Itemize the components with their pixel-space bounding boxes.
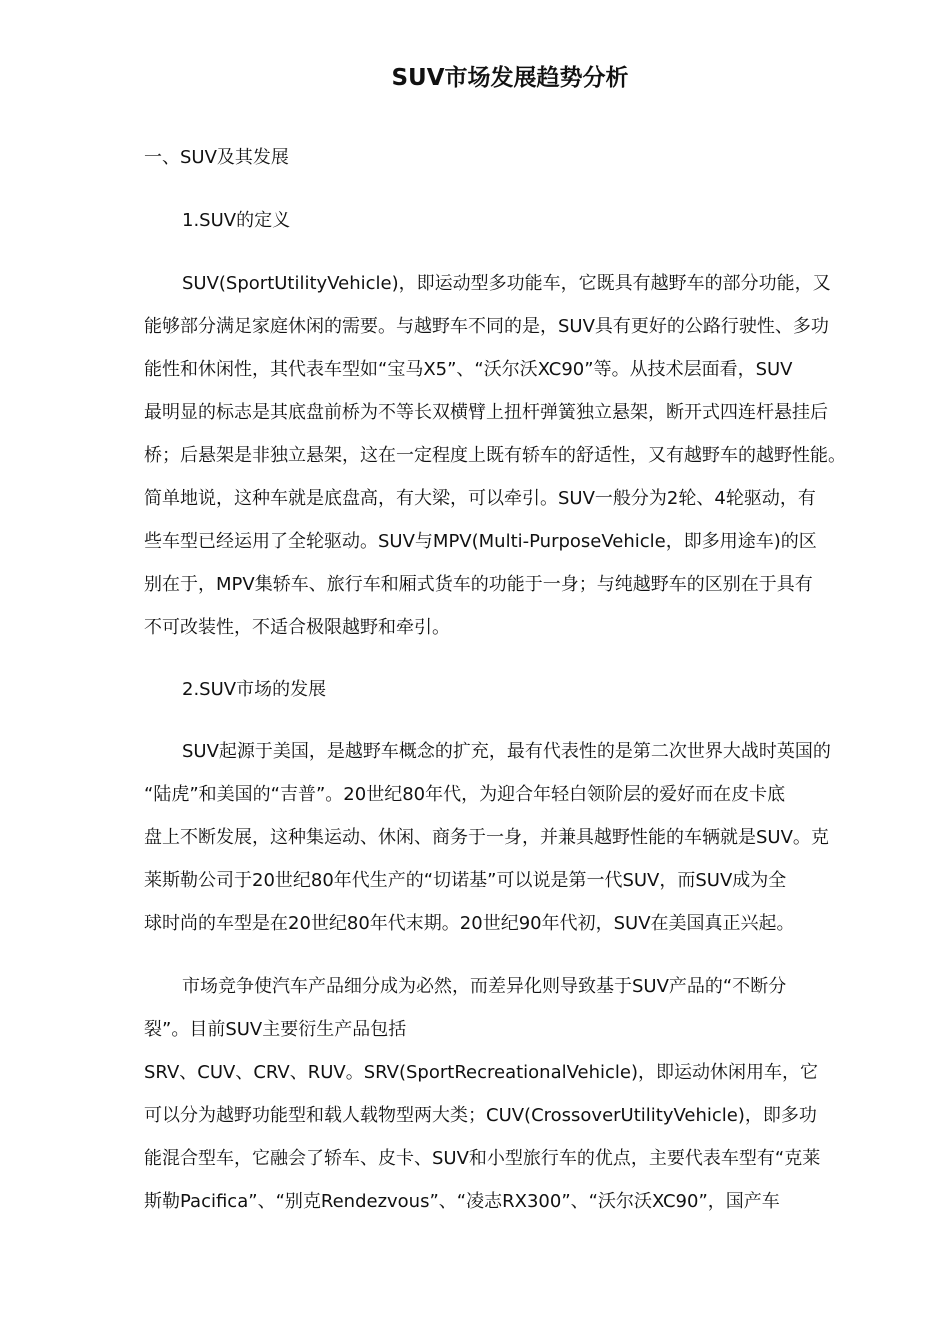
subsection-heading-1-1: 1.SUV的定义 [182, 210, 291, 231]
paragraph-line: “陆虎”和美国的“吉普”。20世纪80年代，为迎合年轻白领阶层的爱好而在皮卡底 [144, 784, 786, 805]
paragraph-line: 不可改装性，不适合极限越野和牵引。 [144, 617, 450, 638]
paragraph-line: 最明显的标志是其底盘前桥为不等长双横臂上扭杆弹簧独立悬架，断开式四连杆悬挂后 [144, 402, 828, 423]
paragraph-line: 能混合型车，它融会了轿车、皮卡、SUV和小型旅行车的优点，主要代表车型有“克莱 [144, 1148, 821, 1169]
paragraph-line: SUV(SportUtilityVehicle)，即运动型多功能车，它既具有越野车的部分功能，又 [182, 273, 831, 294]
paragraph-line: 能够部分满足家庭休闲的需要。与越野车不同的是，SUV具有更好的公路行驶性、多功 [144, 316, 829, 337]
paragraph-line: 斯勒Pacifica”、“别克Rendezvous”、“凌志RX300”、“沃尔沃XC90”，国产车 [144, 1191, 780, 1212]
paragraph-line: 简单地说，这种车就是底盘高，有大梁，可以牵引。SUV一般分为2轮、4轮驱动，有 [144, 488, 816, 509]
subsection-heading-1-2: 2.SUV市场的发展 [182, 679, 327, 700]
paragraph-line: 球时尚的车型是在20世纪80年代末期。20世纪90年代初，SUV在美国真正兴起。 [144, 913, 795, 934]
paragraph-line: SRV、CUV、CRV、RUV。SRV(SportRecreationalVehicle)，即运动休闲用车，它 [144, 1062, 819, 1083]
paragraph-line: 裂”。目前SUV主要衍生产品包括 [144, 1019, 407, 1040]
document-title: SUV市场发展趋势分析 [391, 65, 629, 91]
paragraph-line: 市场竞争使汽车产品细分成为必然，而差异化则导致基于SUV产品的“不断分 [182, 976, 787, 997]
paragraph-line: 些车型已经运用了全轮驱动。SUV与MPV(Multi-PurposeVehicle，即多用途车)的区 [144, 531, 817, 552]
paragraph-line: 盘上不断发展，这种集运动、休闲、商务于一身，并兼具越野性能的车辆就是SUV。克 [144, 827, 829, 848]
paragraph-line: 可以分为越野功能型和载人载物型两大类；CUV(CrossoverUtilityVehicle)，即多功 [144, 1105, 817, 1126]
paragraph-line: 能性和休闲性，其代表车型如“宝马X5”、“沃尔沃XC90”等。从技术层面看，SUV [144, 359, 793, 380]
paragraph-line: SUV起源于美国，是越野车概念的扩充，最有代表性的是第二次世界大战时英国的 [182, 741, 831, 762]
paragraph-line: 莱斯勒公司于20世纪80年代生产的“切诺基”可以说是第一代SUV，而SUV成为全 [144, 870, 787, 891]
paragraph-line: 桥；后悬架是非独立悬架，这在一定程度上既有轿车的舒适性，又有越野车的越野性能。 [144, 445, 846, 466]
section-heading-1: 一、SUV及其发展 [144, 147, 289, 168]
paragraph-line: 别在于，MPV集轿车、旅行车和厢式货车的功能于一身；与纯越野车的区别在于具有 [144, 574, 813, 595]
